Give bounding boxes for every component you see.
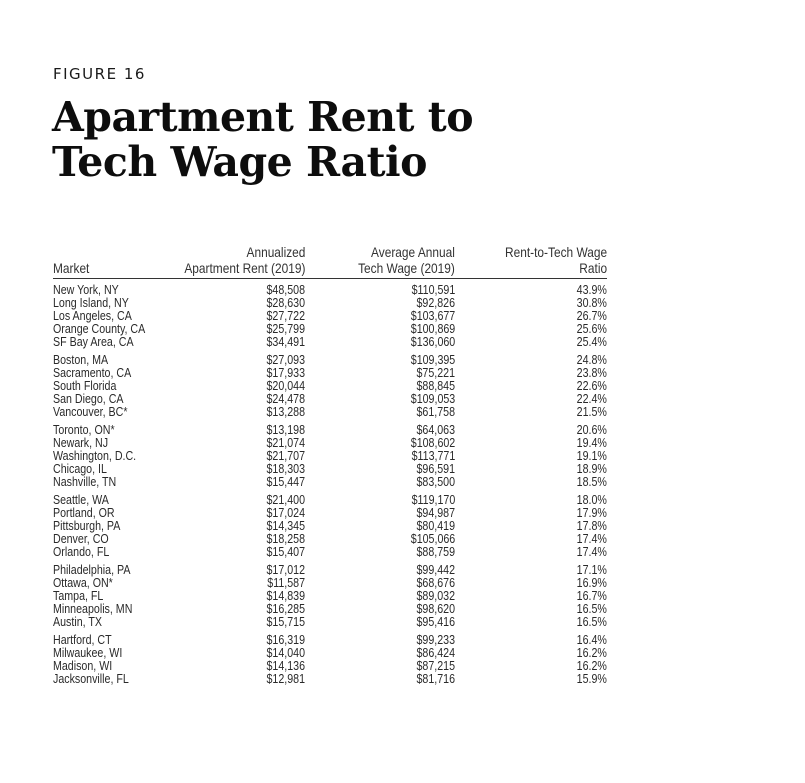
market-cell: Minneapolis, MN (53, 601, 133, 616)
row-group (53, 563, 607, 628)
table-row (53, 322, 607, 335)
table-row (53, 436, 607, 449)
ratio-cell: 16.4% (576, 632, 607, 647)
market-cell: Newark, NJ (53, 435, 109, 450)
rent-cell: $11,587 (267, 575, 305, 590)
rent-cell: $24,478 (266, 391, 305, 406)
rent-cell: $27,093 (266, 352, 305, 367)
ratio-cell: 22.6% (576, 378, 607, 393)
market-cell: Philadelphia, PA (53, 562, 131, 577)
table-body (53, 283, 607, 685)
wage-cell: $95,416 (416, 614, 455, 629)
rent-cell: $21,074 (266, 435, 305, 450)
wage-cell: $86,424 (416, 645, 455, 660)
header-ratio (505, 244, 607, 276)
row-group (53, 633, 607, 685)
ratio-cell: 16.7% (576, 588, 607, 603)
wage-cell: $92,826 (416, 295, 455, 310)
rent-cell: $15,447 (266, 474, 305, 489)
table-row (53, 672, 607, 685)
table-row (53, 659, 607, 672)
row-group (53, 493, 607, 558)
wage-cell: $75,221 (416, 365, 455, 380)
wage-cell: $80,419 (416, 518, 455, 533)
market-cell: Sacramento, CA (53, 365, 132, 380)
ratio-cell: 19.4% (576, 435, 607, 450)
wage-cell: $64,063 (416, 422, 455, 437)
row-group (53, 283, 607, 348)
wage-cell: $96,591 (416, 461, 455, 476)
header-wage-line-2: Tech Wage (2019) (358, 260, 455, 276)
market-cell: Boston, MA (53, 352, 109, 367)
market-cell: Pittsburgh, PA (53, 518, 121, 533)
rent-cell: $17,024 (266, 505, 305, 520)
table-header (53, 240, 607, 279)
table-row (53, 615, 607, 628)
ratio-cell: 18.0% (576, 492, 607, 507)
wage-cell: $113,771 (411, 448, 455, 463)
ratio-cell: 17.9% (576, 505, 607, 520)
rent-cell: $17,933 (266, 365, 305, 380)
rent-cell: $12,981 (266, 671, 305, 686)
market-cell: Seattle, WA (53, 492, 109, 507)
table-row (53, 646, 607, 659)
table-row (53, 405, 607, 418)
wage-cell: $119,170 (411, 492, 455, 507)
rent-cell: $20,044 (266, 378, 305, 393)
header-wage (358, 244, 455, 276)
wage-cell: $109,053 (410, 391, 455, 406)
table-row (53, 506, 607, 519)
rent-cell: $16,319 (266, 632, 305, 647)
wage-cell: $99,442 (416, 562, 455, 577)
rent-cell: $15,407 (266, 544, 305, 559)
table-row (53, 379, 607, 392)
ratio-cell: 16.5% (576, 614, 607, 629)
market-cell: Tampa, FL (53, 588, 104, 603)
ratio-cell: 21.5% (576, 404, 607, 419)
wage-cell: $94,987 (416, 505, 455, 520)
rent-cell: $14,839 (266, 588, 305, 603)
market-cell: SF Bay Area, CA (53, 334, 134, 349)
market-cell: Ottawa, ON* (53, 575, 113, 590)
wage-cell: $89,032 (416, 588, 455, 603)
table-row (53, 519, 607, 532)
header-wage-line-1: Average Annual (371, 244, 455, 260)
wage-cell: $108,602 (410, 435, 455, 450)
ratio-cell: 25.4% (576, 334, 607, 349)
rent-cell: $27,722 (266, 308, 305, 323)
market-cell: Madison, WI (53, 658, 113, 673)
market-cell: Austin, TX (53, 614, 102, 629)
table-row (53, 589, 607, 602)
ratio-cell: 15.9% (576, 671, 607, 686)
wage-cell: $110,591 (411, 282, 455, 297)
ratio-cell: 16.9% (576, 575, 607, 590)
ratio-cell: 25.6% (576, 321, 607, 336)
title-line-2: Tech Wage Ratio (52, 138, 427, 186)
table-row (53, 563, 607, 576)
ratio-cell: 17.4% (576, 544, 607, 559)
header-ratio-line-1: Rent-to-Tech Wage (504, 244, 607, 260)
ratio-cell: 19.1% (576, 448, 607, 463)
ratio-cell: 16.5% (576, 601, 607, 616)
market-cell: Jacksonville, FL (53, 671, 129, 686)
wage-cell: $88,759 (416, 544, 455, 559)
rent-cell: $34,491 (266, 334, 305, 349)
table-row (53, 366, 607, 379)
rent-cell: $25,799 (266, 321, 305, 336)
header-market: Market (53, 260, 90, 276)
market-cell: New York, NY (53, 282, 119, 297)
ratio-cell: 30.8% (576, 295, 607, 310)
market-cell: Long Island, NY (53, 295, 129, 310)
market-cell: Vancouver, BC* (53, 404, 128, 419)
table-row (53, 576, 607, 589)
header-rent (184, 244, 305, 276)
table-row (53, 532, 607, 545)
wage-cell: $83,500 (416, 474, 455, 489)
table-row (53, 353, 607, 366)
table-row (53, 449, 607, 462)
wage-cell: $100,869 (410, 321, 455, 336)
ratio-cell: 26.7% (576, 308, 607, 323)
wage-cell: $136,060 (410, 334, 455, 349)
ratio-cell: 22.4% (576, 391, 607, 406)
rent-cell: $13,198 (266, 422, 305, 437)
market-cell: Chicago, IL (53, 461, 107, 476)
header-rent-line-1: Annualized (246, 244, 305, 260)
market-cell: Orange County, CA (53, 321, 146, 336)
wage-cell: $81,716 (416, 671, 455, 686)
header-ratio-line-2: Ratio (579, 260, 607, 276)
table-row (53, 602, 607, 615)
market-cell: Nashville, TN (53, 474, 117, 489)
rent-cell: $21,707 (266, 448, 305, 463)
wage-cell: $87,215 (416, 658, 455, 673)
rent-cell: $14,040 (266, 645, 305, 660)
ratio-cell: 17.8% (576, 518, 607, 533)
wage-cell: $99,233 (416, 632, 455, 647)
table-row (53, 475, 607, 488)
ratio-cell: 18.5% (576, 474, 607, 489)
table-row (53, 296, 607, 309)
market-cell: South Florida (53, 378, 117, 393)
ratio-cell: 18.9% (576, 461, 607, 476)
wage-cell: $105,066 (410, 531, 455, 546)
table-row (53, 545, 607, 558)
header-rent-line-2: Apartment Rent (2019) (183, 260, 305, 276)
rent-cell: $48,508 (266, 282, 305, 297)
wage-cell: $109,395 (410, 352, 455, 367)
row-group (53, 423, 607, 488)
ratio-cell: 16.2% (576, 645, 607, 660)
market-cell: Milwaukee, WI (53, 645, 123, 660)
wage-cell: $98,620 (416, 601, 455, 616)
market-cell: San Diego, CA (53, 391, 124, 406)
market-cell: Denver, CO (53, 531, 109, 546)
market-cell: Los Angeles, CA (53, 308, 132, 323)
market-cell: Portland, OR (53, 505, 115, 520)
market-cell: Orlando, FL (53, 544, 110, 559)
wage-cell: $68,676 (416, 575, 455, 590)
table-row (53, 633, 607, 646)
rent-wage-table (53, 240, 607, 690)
rent-cell: $18,303 (266, 461, 305, 476)
table-row (53, 423, 607, 436)
table-row (53, 283, 607, 296)
rent-cell: $28,630 (266, 295, 305, 310)
ratio-cell: 24.8% (576, 352, 607, 367)
table-row (53, 493, 607, 506)
wage-cell: $103,677 (410, 308, 455, 323)
figure-title (52, 95, 473, 185)
rent-cell: $21,400 (266, 492, 305, 507)
table-row (53, 335, 607, 348)
rent-cell: $14,136 (266, 658, 305, 673)
table-row (53, 462, 607, 475)
figure-label: FIGURE 16 (53, 65, 146, 83)
rent-cell: $18,258 (266, 531, 305, 546)
ratio-cell: 16.2% (576, 658, 607, 673)
rent-cell: $14,345 (266, 518, 305, 533)
wage-cell: $61,758 (416, 404, 455, 419)
table-row (53, 392, 607, 405)
ratio-cell: 23.8% (576, 365, 607, 380)
market-cell: Toronto, ON* (53, 422, 115, 437)
rent-cell: $16,285 (266, 601, 305, 616)
row-group (53, 353, 607, 418)
ratio-cell: 43.9% (576, 282, 607, 297)
rent-cell: $17,012 (266, 562, 305, 577)
rent-cell: $13,288 (266, 404, 305, 419)
rent-cell: $15,715 (266, 614, 305, 629)
ratio-cell: 17.1% (576, 562, 607, 577)
market-cell: Hartford, CT (53, 632, 112, 647)
market-cell: Washington, D.C. (53, 448, 137, 463)
wage-cell: $88,845 (416, 378, 455, 393)
title-line-1: Apartment Rent to (52, 93, 474, 141)
ratio-cell: 17.4% (576, 531, 607, 546)
ratio-cell: 20.6% (576, 422, 607, 437)
